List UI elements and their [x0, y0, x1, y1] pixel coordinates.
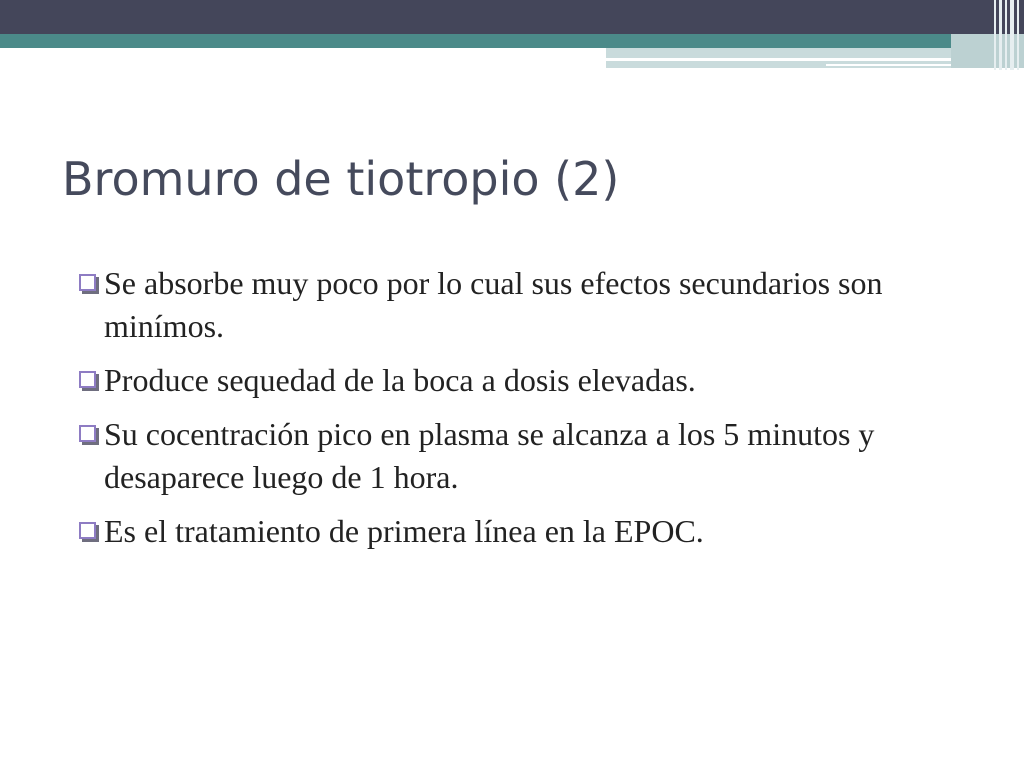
bullet-text: Su cocentración pico en plasma se alcanza a los 5 minutos y desaparece luego de 1 hora.	[104, 416, 875, 495]
header-teal-bar	[0, 34, 1024, 48]
header-divider-line	[826, 64, 951, 66]
slide-title: Bromuro de tiotropio (2)	[62, 152, 620, 206]
bullet-item	[78, 413, 978, 499]
checkbox-square-icon	[79, 425, 96, 442]
header-vertical-stripes	[990, 0, 1024, 70]
bullet-item	[78, 262, 978, 348]
bullet-item	[78, 359, 978, 402]
header-dark-bar	[0, 0, 1024, 34]
bullet-list	[78, 262, 978, 564]
bullet-text: Es el tratamiento de primera línea en la EPOC.	[104, 513, 704, 549]
bullet-text: Se absorbe muy poco por lo cual sus efectos secundarios son minímos.	[104, 265, 883, 344]
bullet-text: Produce sequedad de la boca a dosis elevadas.	[104, 362, 696, 398]
checkbox-square-icon	[79, 274, 96, 291]
checkbox-square-icon	[79, 371, 96, 388]
checkbox-square-icon	[79, 522, 96, 539]
header-divider-line	[606, 58, 951, 61]
bullet-item	[78, 510, 978, 553]
